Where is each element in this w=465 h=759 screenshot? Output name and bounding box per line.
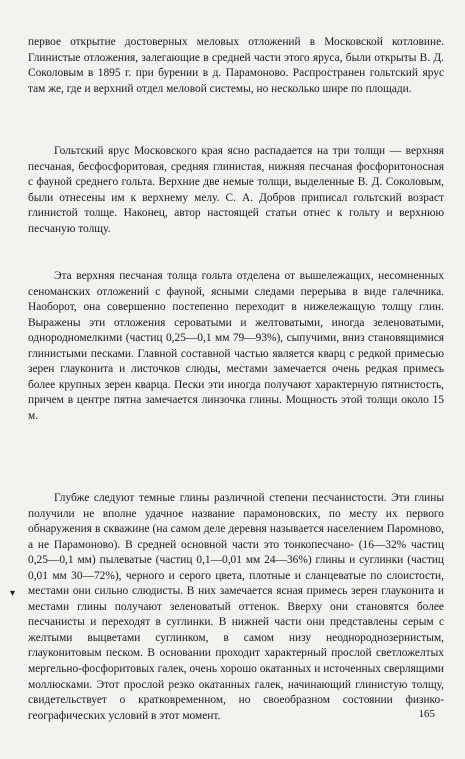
paragraph-upper-sand: Эта верхняя песчаная толща гольта отделена от вышележащих, несомненных сеноманских отложений с фауной, ясными следами перерыва в виде галечника. Наоборот, она совершенно постепенно переходит в нижележащую толщу глин. Выражены эти отложения сероватыми и желтоватыми, иногда зеленоватыми, однородномелкими (частиц 0,25—0,1 мм 79—93%), сыпучими, вниз становящимися глинистыми песками. Главной составной частью является кварц с редкой примесью зерен глауконита и листочков слюды, местами замечается очень редкая примесь более крупных зерен кварца. Пески эти иногда получают характерную пятнистость, причем в центре пятна замечается линзочка глины. Мощность этой толщи около 15 м. — [28, 270, 444, 422]
page-number: 165 — [418, 708, 435, 720]
paragraph-continuation: первое открытие достоверных меловых отложений в Московской котловине. Глинистые отложения, залегающие в средней части этого яруса, были открыты В. Д. Соколовым в 1895 г. при бурении в д. Парамоново. Распространен гольтский ярус там же, где и верхний отдел меловой системы, но несколько шире по площади. — [28, 36, 444, 95]
document-page — [28, 35, 444, 735]
margin-mark: ▾ — [10, 588, 16, 599]
paragraph-dark-clays: Глубже следуют темные глины различной степени песчанистости. Эти глины получили не вполне удачное название парамоновских, по месту их первого обнаружения в скважине (на самом деле деревня называется населением Паромново, а не Парамоново). В средней основной части это тонкопесчано- (16—32% частиц 0,25—0,1 мм) пылеватые (частиц 0,1—0,01 мм 24—36%) глины и суглинки (частиц 0,01 мм 30—72%), черного и серого цвета, плотные и сланцеватые по слоистости, местами они сильно слюдисты. В них замечается ясная примесь зерен глауконита и местами глины получают зеленоватый оттенок. Вверху они становятся более песчанисты и переходят в суглинки. В нижней части они представлены серым с желтыми выцветами суглинком, в самом низу неоднороднозернистым, глауконитовым песком. В основании проходит характерный прослой светложелтых мергельно-фосфоритовых галек, очень хорошо окатанных и источенных сверлящими моллюсками. Этот прослой резко окатанных галек, начинающий глинистую толщу, свидетельствует о кратковременном, но своеобразном состоянии физико-географических условий в этот момент. — [28, 492, 444, 722]
paragraph-gault-stage: Гольтский ярус Московского края ясно распадается на три толщи — верхняя песчаная, бесфосфоритовая, средняя глинистая, нижняя песчаная фосфоритоносная с фауной среднего гольта. Верхние две немые толщи, выделенные В. Д. Соколовым, были отнесены им к верхнему мелу. С. А. Добров приписал гольтский возраст глинистой толще. Наконец, автор настоящей статьи отнес к гольту и верхнюю песчаную толщу. — [28, 145, 444, 235]
